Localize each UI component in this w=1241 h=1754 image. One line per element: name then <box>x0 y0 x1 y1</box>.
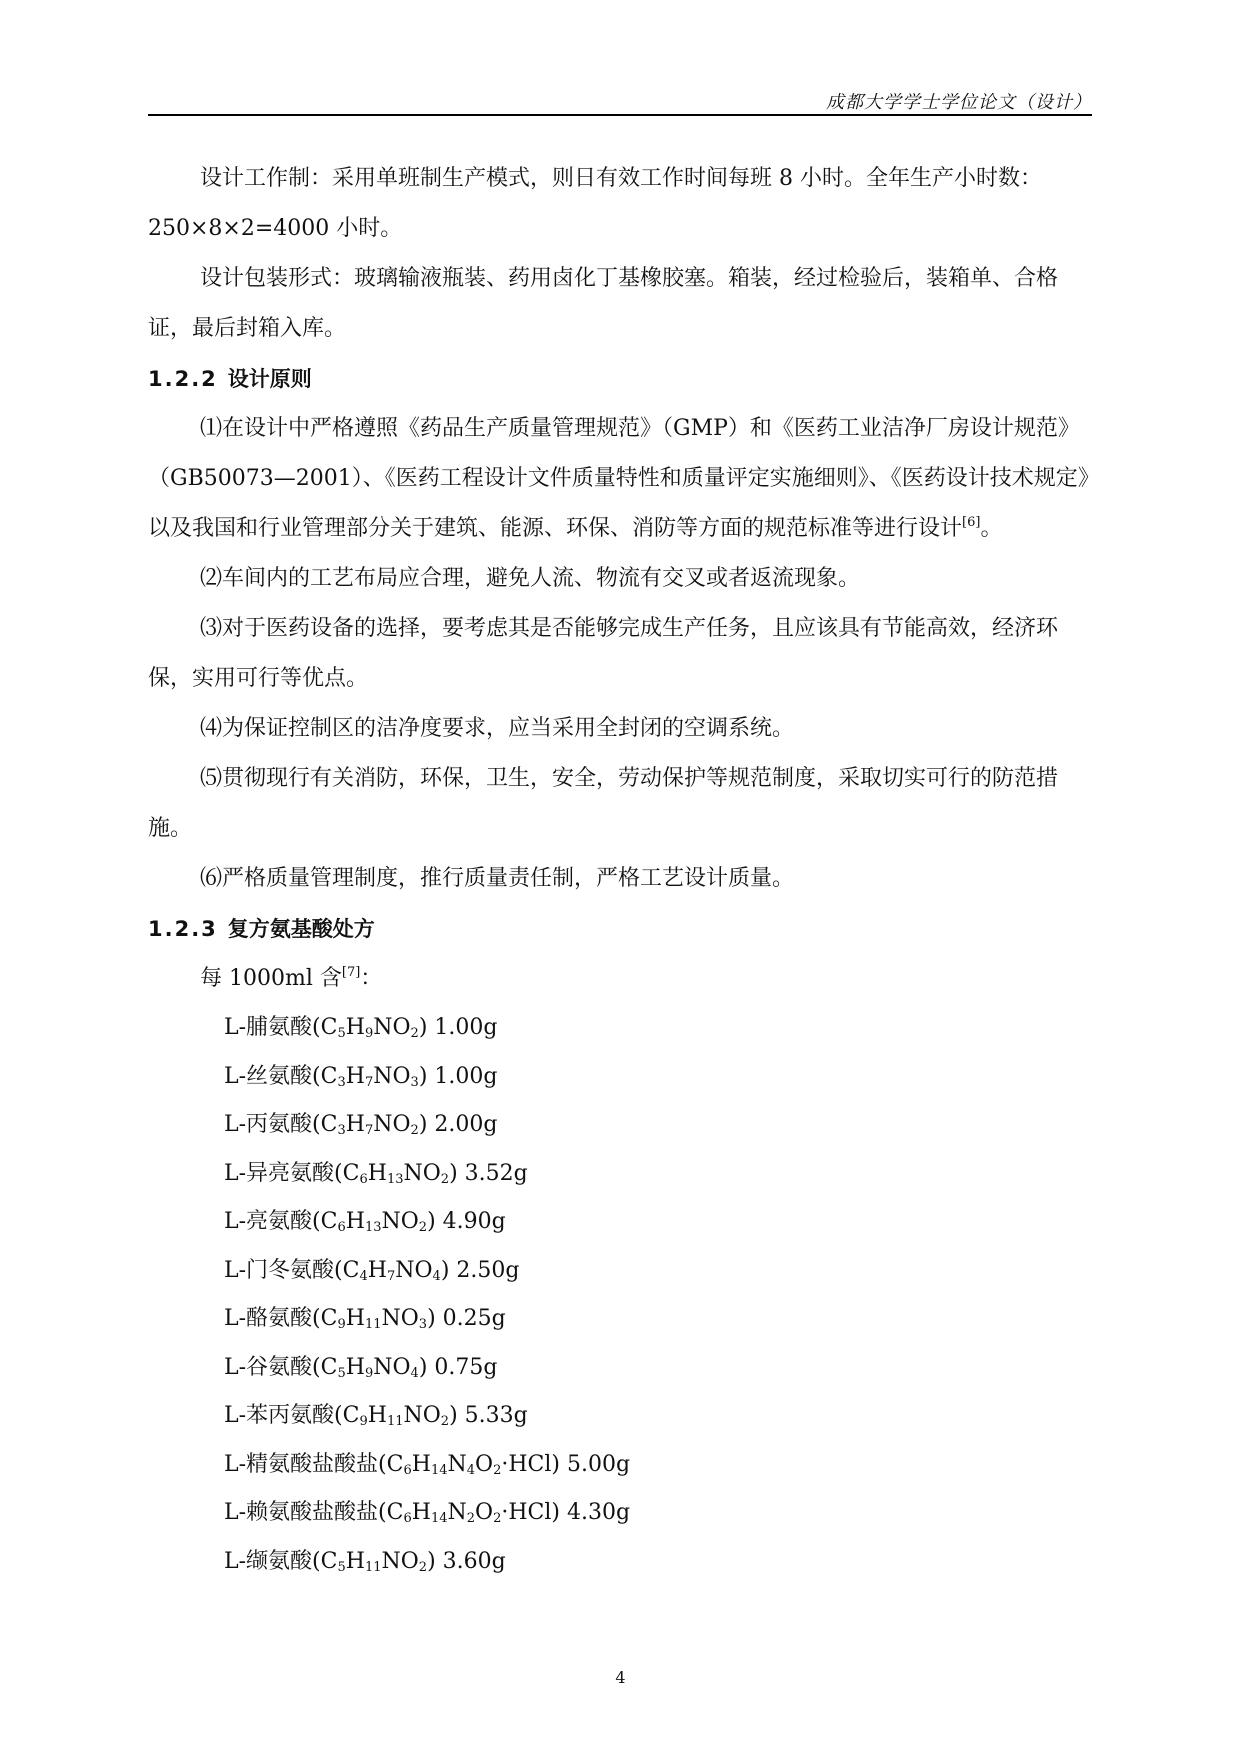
principle-item-3: ⑶对于医药设备的选择，要考虑其是否能够完成生产任务，且应该具有节能高效，经济环保，实用可行等优点。 <box>148 616 1059 691</box>
formula-element: C <box>320 1306 338 1331</box>
punctuation: 。 <box>980 516 1003 541</box>
ingredient-amount: 1.00g <box>434 1015 498 1040</box>
ingredient-name: L-赖氨酸盐酸盐 <box>224 1500 379 1525</box>
ingredient-name: L-丝氨酸 <box>224 1063 313 1089</box>
formula-element: C <box>386 1451 404 1477</box>
ingredient-row <box>148 1247 1092 1296</box>
page-number: 4 <box>615 1668 626 1687</box>
ingredient-formula: $(C_4H_7NO_4)$ <box>334 1257 457 1284</box>
ingredient-name: L-缬氨酸 <box>224 1548 313 1574</box>
ingredient-name: L-异亮氨酸 <box>224 1160 335 1186</box>
formula-element: NO <box>395 1257 433 1283</box>
ingredient-formula: $(C_3H_7NO_2)$ <box>312 1112 435 1138</box>
formula-subscript: 2 <box>418 1220 428 1235</box>
formula-element: C <box>386 1500 404 1525</box>
formula-subscript: 2 <box>418 1559 428 1575</box>
ingredient-formula: $(C_6H_{13}NO_2)$ <box>312 1209 443 1235</box>
formula-element: C <box>320 1063 338 1089</box>
page-content <box>148 154 1092 1586</box>
formula-subscript: 2 <box>440 1414 450 1429</box>
formula-element: H <box>367 1160 387 1186</box>
ingredient-name: L-脯氨酸 <box>224 1015 313 1040</box>
ingredient-row <box>148 1392 1092 1441</box>
ingredient-formula: $(C_5H_9NO_2)$ <box>312 1015 435 1041</box>
ingredient-formula: $(C_5H_{11}NO_2)$ <box>312 1548 443 1575</box>
ingredient-name: L-谷氨酸 <box>224 1354 313 1380</box>
punctuation: ： <box>360 966 383 991</box>
ingredient-formula: $(C_9H_{11}NO_2)$ <box>334 1403 465 1429</box>
paragraph-packaging: 设计包装形式：玻璃输液瓶装、药用卤化丁基橡胶塞。箱装，经过检验后，装箱单、合格证，最后封箱入库。 <box>148 266 1059 341</box>
formula-intro <box>148 954 1092 1004</box>
formula-subscript: 4 <box>432 1268 441 1284</box>
ingredient-name: L-苯丙氨酸 <box>224 1403 335 1428</box>
ingredient-amount: 0.25g <box>442 1306 506 1331</box>
formula-element: C <box>342 1160 360 1186</box>
section-number: 1.2.3 <box>148 917 218 941</box>
ingredient-row <box>148 1344 1092 1393</box>
formula-subscript: 9 <box>364 1365 374 1381</box>
ingredient-name: L-亮氨酸 <box>224 1209 313 1234</box>
formula-element: NO <box>381 1209 419 1234</box>
ingredient-amount: 4.90g <box>442 1209 506 1234</box>
ingredient-formula: $(C_5H_9NO_4)$ <box>312 1354 435 1381</box>
principle-item-6: ⑹严格质量管理制度，推行质量责任制，严格工艺设计质量。 <box>200 866 795 891</box>
ingredient-amount: 5.33g <box>464 1403 528 1428</box>
formula-subscript: 14 <box>430 1511 448 1526</box>
formula-element: N <box>447 1500 467 1525</box>
formula-element: C <box>342 1257 360 1283</box>
formula-subscript: 11 <box>364 1559 382 1575</box>
ingredient-row <box>148 1441 1092 1490</box>
section-heading-amino-acid-formula <box>148 904 1092 954</box>
ingredient-row <box>148 1150 1092 1199</box>
formula-subscript: 7 <box>364 1123 374 1138</box>
formula-element: H <box>345 1354 365 1380</box>
formula-subscript: 2 <box>410 1026 419 1041</box>
paragraph-work-schedule: 设计工作制：采用单班制生产模式，则日有效工作时间每班 8 小时。全年生产小时数：250×8×2=4000 小时。 <box>148 166 1042 241</box>
ingredient-row <box>148 1101 1092 1150</box>
ingredient-amount: 5.00g <box>567 1451 631 1477</box>
formula-subscript: 6 <box>403 1511 412 1526</box>
formula-element: NO <box>403 1160 441 1186</box>
ingredient-amount: 0.75g <box>434 1354 498 1380</box>
formula-subscript: 3 <box>337 1123 346 1138</box>
formula-subscript: 6 <box>337 1220 346 1235</box>
principle-item-1 <box>148 404 1092 554</box>
ingredient-formula: $(C_9H_{11}NO_3)$ <box>312 1306 443 1332</box>
header-rule <box>148 114 1092 116</box>
formula-element: H <box>345 1112 365 1137</box>
formula-subscript: 2 <box>410 1123 419 1138</box>
formula-element: H <box>411 1451 431 1477</box>
formula-subscript: 5 <box>337 1559 346 1575</box>
formula-element: C <box>342 1403 360 1428</box>
ingredient-row <box>148 1295 1092 1344</box>
formula-element: C <box>320 1112 338 1137</box>
formula-subscript: 13 <box>386 1171 404 1187</box>
formula-element: C <box>320 1548 338 1574</box>
formula-subscript: 6 <box>359 1171 368 1187</box>
citation-ref: [6] <box>962 515 981 530</box>
ingredient-name: L-丙氨酸 <box>224 1112 313 1137</box>
ingredient-formula: $(C_6H_{14}N_2O_2\cdot HCl)$ <box>378 1500 567 1526</box>
formula-subscript: 4 <box>466 1462 476 1478</box>
formula-subscript: 2 <box>440 1171 450 1187</box>
formula-subscript: 11 <box>386 1414 404 1429</box>
formula-subscript: 7 <box>364 1074 374 1090</box>
formula-element: H <box>411 1500 431 1525</box>
formula-subscript: 3 <box>418 1317 428 1332</box>
formula-subscript: 7 <box>386 1268 396 1284</box>
ingredient-formula: $(C_6H_{13}NO_2)$ <box>334 1160 465 1187</box>
formula-element: H <box>367 1403 387 1428</box>
formula-subscript: 13 <box>364 1220 382 1235</box>
formula-subscript: 4 <box>359 1268 368 1284</box>
formula-element: H <box>345 1015 365 1040</box>
ingredient-amount: 2.00g <box>434 1112 498 1137</box>
formula-subscript: 11 <box>364 1317 382 1332</box>
principle-item-4: ⑷为保证控制区的洁净度要求，应当采用全封闭的空调系统。 <box>200 716 795 741</box>
ingredient-row <box>148 1053 1092 1102</box>
principle-item-2: ⑵车间内的工艺布局应合理，避免人流、物流有交叉或者返流现象。 <box>200 566 861 591</box>
citation-ref: [7] <box>341 965 361 980</box>
ingredient-name: L-酪氨酸 <box>224 1306 313 1331</box>
formula-subscript: 5 <box>337 1365 346 1381</box>
ingredient-row <box>148 1198 1092 1247</box>
formula-element: C <box>320 1354 338 1380</box>
formula-subscript: 3 <box>410 1074 419 1090</box>
formula-element: N <box>447 1451 467 1477</box>
formula-element: H <box>345 1209 365 1234</box>
formula-element: NO <box>373 1063 411 1089</box>
ingredient-amount: 3.52g <box>464 1160 528 1186</box>
ingredient-amount: 3.60g <box>442 1548 506 1574</box>
formula-element: O <box>475 1451 494 1477</box>
ingredient-row <box>148 1004 1092 1053</box>
formula-element: H <box>367 1257 387 1283</box>
formula-subscript: 2 <box>493 1462 502 1478</box>
formula-element: C <box>320 1209 338 1234</box>
ingredient-amount: 2.50g <box>456 1257 520 1283</box>
formula-element: H <box>345 1548 365 1574</box>
ingredient-amount: 4.30g <box>567 1500 631 1525</box>
page-header: 成都大学学士学位论文（设计） <box>826 92 1092 113</box>
ingredient-formula: $(C_3H_7NO_3)$ <box>312 1063 435 1090</box>
formula-element: ·HCl <box>501 1500 552 1525</box>
formula-subscript: 14 <box>430 1462 448 1478</box>
formula-element: H <box>345 1063 365 1089</box>
formula-subscript: 2 <box>493 1511 502 1526</box>
formula-element: O <box>475 1500 494 1525</box>
formula-subscript: 2 <box>466 1511 476 1526</box>
ingredient-list <box>148 1004 1092 1586</box>
ingredient-row <box>148 1538 1092 1587</box>
section-heading-design-principles <box>148 354 1092 404</box>
principle-item-1-text: ⑴在设计中严格遵照《药品生产质量管理规范》（GMP）和《医药工业洁净厂房设计规范》（GB50073—2001）、《医药工程设计文件质量特性和质量评定实施细则》、《医药设计技术规定》以及我国和行业管理部分关于建筑、能源、环保、消防等方面的规范标准等进行设计 <box>148 416 1089 541</box>
ingredient-formula: $(C_6H_{14}N_4O_2\cdot HCl)$ <box>378 1451 567 1478</box>
formula-subscript: 6 <box>403 1462 412 1478</box>
formula-subscript: 9 <box>364 1026 374 1041</box>
ingredient-name: L-精氨酸盐酸盐 <box>224 1451 379 1477</box>
formula-subscript: 9 <box>359 1414 368 1429</box>
formula-subscript: 9 <box>337 1317 346 1332</box>
principle-item-5: ⑸贯彻现行有关消防，环保，卫生，安全，劳动保护等规范制度，采取切实可行的防范措施。 <box>148 766 1059 841</box>
ingredient-amount: 1.00g <box>434 1063 498 1089</box>
formula-intro-text: 每 1000ml 含 <box>200 966 342 991</box>
formula-element: H <box>345 1306 365 1331</box>
formula-element: ·HCl <box>501 1451 552 1477</box>
formula-element: NO <box>373 1112 411 1137</box>
formula-subscript: 4 <box>410 1365 419 1381</box>
formula-element: NO <box>373 1354 411 1380</box>
formula-element: C <box>320 1015 338 1040</box>
formula-subscript: 3 <box>337 1074 346 1090</box>
formula-element: NO <box>381 1306 419 1331</box>
formula-element: NO <box>373 1015 411 1040</box>
ingredient-row <box>148 1489 1092 1538</box>
section-title: 设计原则 <box>227 367 312 391</box>
formula-subscript: 5 <box>337 1026 346 1041</box>
section-number: 1.2.2 <box>148 367 218 391</box>
formula-element: NO <box>403 1403 441 1428</box>
formula-element: NO <box>381 1548 419 1574</box>
ingredient-name: L-门冬氨酸 <box>224 1257 335 1283</box>
section-title: 复方氨基酸处方 <box>227 917 375 941</box>
